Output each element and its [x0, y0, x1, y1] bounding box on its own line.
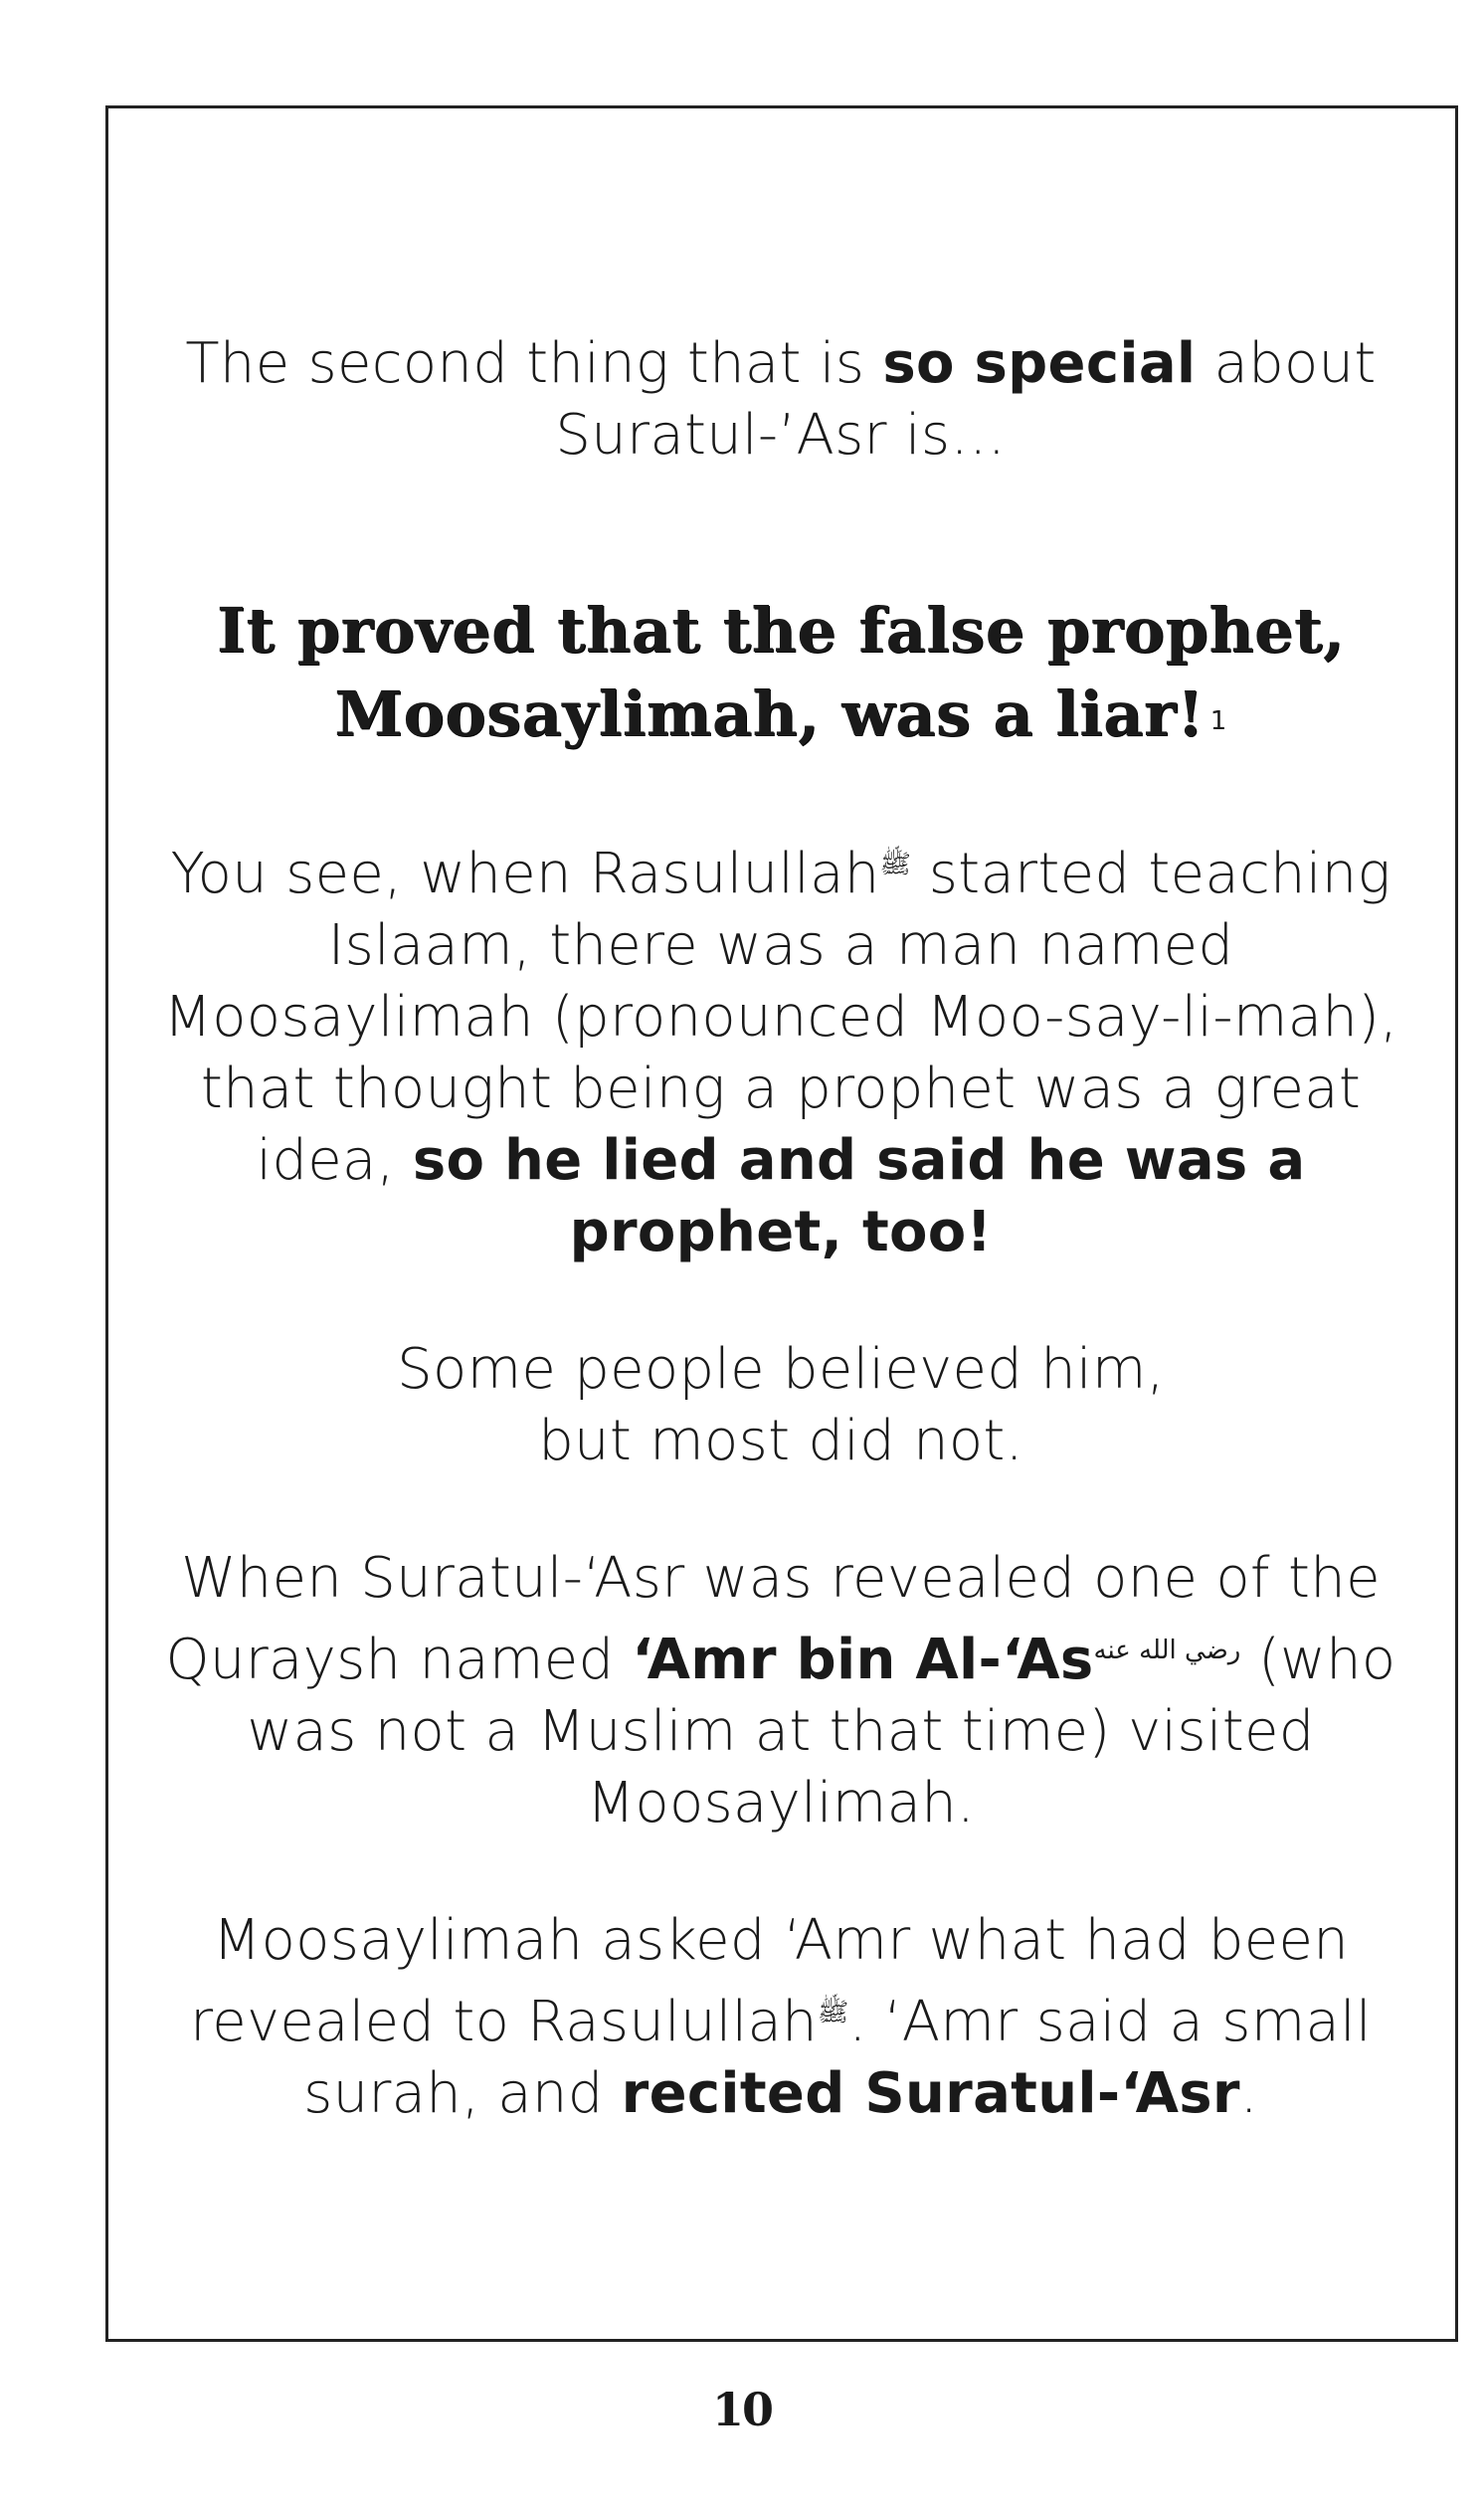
recital-text-2: . ‘Amr said a small surah, and	[303, 1990, 1372, 2126]
intro-text: The second thing that is	[185, 331, 883, 396]
story-paragraph	[149, 829, 1412, 1268]
story-text-1: You see, when Rasulullah	[170, 842, 880, 906]
salawat-symbol-2: ﷺ	[817, 1998, 849, 2027]
intro-text-end: about	[1196, 331, 1377, 396]
intro-bold-text: so special	[882, 331, 1197, 396]
belief-line-1: Some people believed him,	[397, 1337, 1165, 1402]
recital-text-3: .	[1239, 2061, 1258, 2126]
page-body	[149, 328, 1412, 2196]
intro-line-2: Suratul-’Asr is…	[555, 403, 1007, 468]
page-number: 10	[711, 2383, 772, 2436]
heading-line-2: Moosaylimah, was a liar!	[334, 677, 1205, 750]
story-text-2: started teaching Islaam, there was a man named Moosaylimah (pronounced Moo-say-li-mah), that thought being a prophet was a great idea,	[163, 842, 1398, 1193]
visit-text-1: When Suratul-‘Asr was revealed one of the Quraysh named	[165, 1546, 1381, 1692]
footnote-marker: 1	[1209, 706, 1227, 736]
salawat-symbol: ﷺ	[879, 850, 911, 879]
radiallahu-symbol: رضي الله عنه	[1093, 1636, 1241, 1665]
recital-paragraph	[149, 1905, 1412, 2130]
heading-line-1: It proved that the false prophet,	[216, 594, 1346, 667]
intro-paragraph	[149, 328, 1412, 472]
recital-bold-text: recited Suratul-‘Asr	[621, 2061, 1240, 2126]
story-bold-text: so he lied and said he was a prophet, too!	[412, 1128, 1306, 1264]
visit-bold-name: ‘Amr bin Al-‘As	[632, 1628, 1094, 1692]
belief-paragraph	[149, 1334, 1412, 1477]
main-heading	[149, 589, 1412, 763]
recital-text-1: Moosaylimah asked ‘Amr what had been revealed to Rasulullah	[190, 1908, 1349, 2054]
belief-line-2: but most did not.	[538, 1409, 1023, 1473]
visit-text-2: (who was not a Muslim at that time) visited Moosaylimah.	[247, 1628, 1396, 1835]
visit-paragraph	[149, 1543, 1412, 1839]
